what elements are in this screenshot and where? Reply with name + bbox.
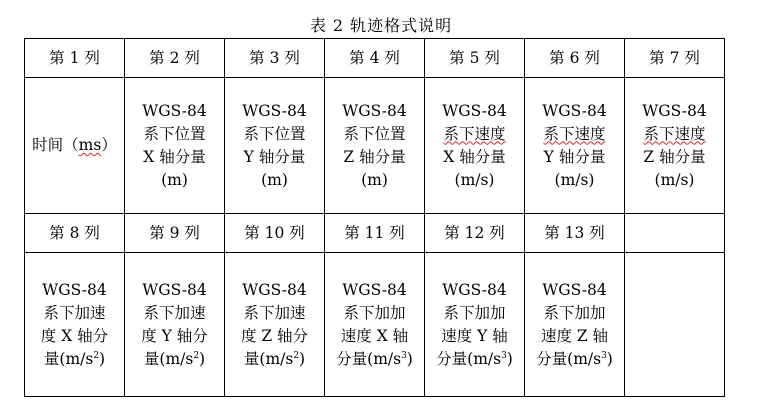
column-description [425, 78, 525, 214]
table-caption: 表 2 轨迹格式说明 [309, 16, 453, 35]
description-line: WGS-84 [442, 280, 507, 299]
description-line: 系下速度 [643, 124, 706, 143]
description-line: Y 轴分量 [243, 147, 306, 166]
description-line: WGS-84 [142, 101, 207, 120]
description-line: WGS-84 [342, 101, 407, 120]
description-line: 分量$(m/s^3)$ [436, 349, 513, 368]
description-line: 系下加加 [443, 303, 506, 322]
column-header: 第 11 列 [325, 214, 425, 253]
description-line: 量$(m/s^2)$ [143, 349, 206, 368]
header-row-1 [25, 39, 725, 78]
description-line: WGS-84 [542, 280, 607, 299]
description-row-2 [25, 253, 725, 397]
description-line: 速度 Y 轴 [441, 326, 508, 345]
description-line: 系下加速 [143, 303, 206, 322]
column-description [225, 78, 325, 214]
description-line: WGS-84 [442, 101, 507, 120]
description-line: WGS-84 [542, 101, 607, 120]
column-header: 第 1 列 [25, 39, 125, 78]
description-line: WGS-84 [42, 280, 107, 299]
description-line: 系下加速 [243, 303, 306, 322]
empty-cell [625, 253, 725, 397]
description-line: 度 Z 轴分 [240, 326, 309, 345]
description-line: 时间（ms） [32, 136, 117, 154]
column-description [325, 78, 425, 214]
empty-cell [625, 214, 725, 253]
description-line: 速度 Z 轴 [540, 326, 609, 345]
description-line: 系下位置 [343, 124, 406, 143]
column-header: 第 9 列 [125, 214, 225, 253]
column-description [625, 78, 725, 214]
description-line: 分量$(m/s^3)$ [336, 349, 413, 368]
description-line: WGS-84 [342, 280, 407, 299]
description-line: 系下加加 [543, 303, 606, 322]
description-line: (m/s) [454, 170, 495, 189]
column-description [325, 253, 425, 397]
column-header: 第 13 列 [525, 214, 625, 253]
description-line: (m) [161, 170, 188, 189]
column-header: 第 3 列 [225, 39, 325, 78]
description-line: 分量$(m/s^3)$ [536, 349, 613, 368]
description-line: X 轴分量 [443, 147, 506, 166]
description-line: WGS-84 [142, 280, 207, 299]
column-header: 第 2 列 [125, 39, 225, 78]
description-line: Z 轴分量 [643, 147, 706, 166]
description-line: 量$(m/s^2)$ [43, 349, 106, 368]
description-line: WGS-84 [642, 101, 707, 120]
description-line: WGS-84 [242, 280, 307, 299]
column-description [25, 78, 125, 214]
description-line: 系下位置 [143, 124, 206, 143]
column-header: 第 8 列 [25, 214, 125, 253]
description-row-1 [25, 78, 725, 214]
description-line: (m/s) [554, 170, 595, 189]
description-line: 系下加速 [43, 303, 106, 322]
column-header: 第 4 列 [325, 39, 425, 78]
column-description [525, 78, 625, 214]
description-line: Y 轴分量 [543, 147, 606, 166]
column-description [525, 253, 625, 397]
description-line: (m/s) [654, 170, 695, 189]
description-line: (m) [361, 170, 388, 189]
column-description [225, 253, 325, 397]
description-line: (m) [261, 170, 288, 189]
column-header: 第 6 列 [525, 39, 625, 78]
description-line: 量$(m/s^2)$ [243, 349, 306, 368]
description-line: 系下速度 [543, 124, 606, 143]
column-description [25, 253, 125, 397]
column-header: 第 7 列 [625, 39, 725, 78]
description-line: X 轴分量 [143, 147, 206, 166]
description-line: Z 轴分量 [343, 147, 406, 166]
description-line: 系下位置 [243, 124, 306, 143]
column-description [425, 253, 525, 397]
column-header: 第 5 列 [425, 39, 525, 78]
description-line: 度 X 轴分 [40, 326, 109, 345]
column-header: 第 10 列 [225, 214, 325, 253]
column-description [125, 253, 225, 397]
header-row-2 [25, 214, 725, 253]
description-line: 系下加加 [343, 303, 406, 322]
column-header: 第 12 列 [425, 214, 525, 253]
trajectory-format-table [24, 38, 725, 397]
description-line: 系下速度 [443, 124, 506, 143]
description-line: 度 Y 轴分 [141, 326, 208, 345]
column-description [125, 78, 225, 214]
description-line: WGS-84 [242, 101, 307, 120]
description-line: 速度 X 轴 [340, 326, 409, 345]
